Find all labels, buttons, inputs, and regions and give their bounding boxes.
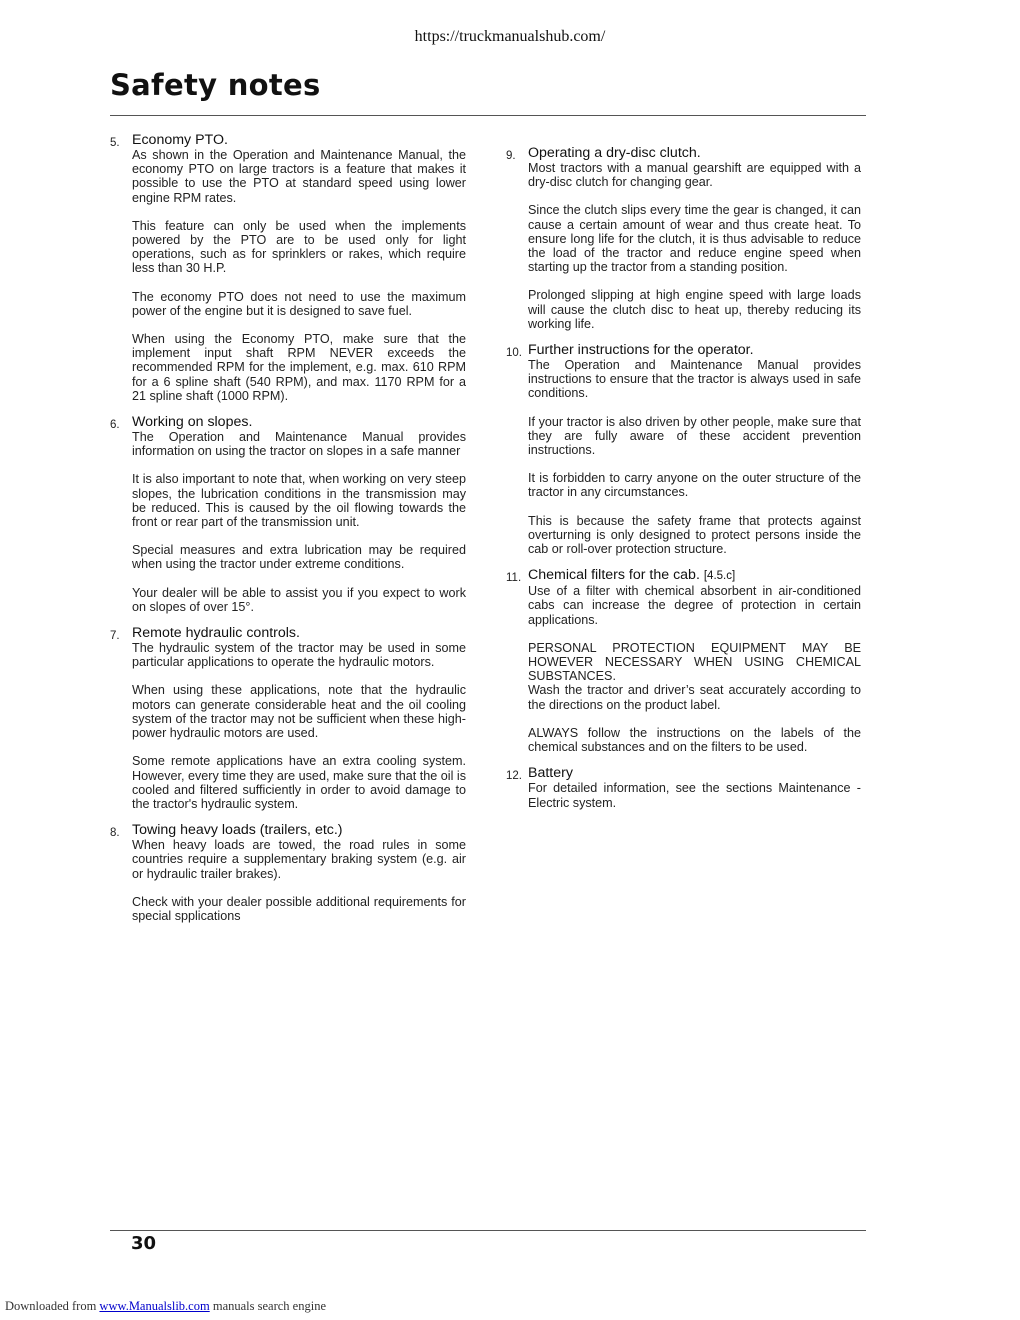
item-number: 12. — [506, 770, 522, 783]
item-paragraph: When using these applications, note that the hydraulic motors can generate considerable heat and the oil cooling system of the tractor may not be sufficient when these high-power hydraulic motors are used. — [132, 683, 466, 741]
item-heading: Towing heavy loads (trailers, etc.) — [132, 822, 343, 839]
item-paragraph: Most tractors with a manual gearshift are equipped with a dry-disc clutch for changing gear. — [528, 161, 861, 190]
item-paragraph: It is also important to note that, when working on very steep slopes, the lubrication conditions in the transmission may be reduced. This is caused by the oil flowing towards the front or rear part of the transmission unit. — [132, 472, 466, 530]
item-paragraph-warning: PERSONAL PROTECTION EQUIPMENT MAY BE HOWEVER NECESSARY WHEN USING CHEMICAL SUBSTANCES. — [528, 640, 861, 684]
item-paragraph: When heavy loads are towed, the road rules in some countries require a supplementary braking system (e.g. air or hydraulic trailer brakes). — [132, 838, 466, 881]
page-number: 30 — [131, 1233, 157, 1254]
safety-item-working-on-slopes — [110, 415, 466, 614]
download-footer — [5, 1299, 326, 1314]
item-heading-reference: [4.5.c] — [703, 570, 736, 583]
top-divider — [110, 115, 866, 116]
item-paragraph: Use of a filter with chemical absorbent in air-conditioned cabs can increase the degree of protection in certain applications. — [528, 584, 861, 627]
right-column — [506, 146, 861, 822]
item-heading: Working on slopes. — [132, 414, 253, 431]
safety-item-dry-disc-clutch — [506, 146, 861, 331]
safety-item-economy-pto — [110, 133, 466, 403]
item-paragraph: The hydraulic system of the tractor may be used in some particular applications to operate the hydraulic motors. — [132, 641, 466, 670]
item-number: 6. — [110, 419, 120, 432]
item-paragraph: Wash the tractor and driver’s seat accurately according to the directions on the product label. — [528, 683, 861, 712]
item-paragraph: When using the Economy PTO, make sure that the implement input shaft RPM NEVER exceeds the recommended RPM for the implement, e.g. max. 610 RPM for a 6 spline shaft (540 RPM), and max. 1170 RPM for a 21 spline shaft (1000 RPM). — [132, 332, 466, 403]
item-paragraph: The Operation and Maintenance Manual provides information on using the tractor on slopes in a safe manner — [132, 430, 466, 459]
item-paragraph: Your dealer will be able to assist you if you expect to work on slopes of over 15°. — [132, 585, 466, 614]
item-heading: Battery — [528, 765, 573, 782]
item-paragraph: Some remote applications have an extra cooling system. However, every time they are used, make sure that the oil is cooled and filtered sufficiently in order to avoid damage to the tractor's hydraulic system. — [132, 754, 466, 811]
item-paragraph: If your tractor is also driven by other people, make sure that they are fully aware of these accident prevention instructions. — [528, 414, 861, 458]
footer-suffix: manuals search engine — [212, 1299, 326, 1313]
item-number: 5. — [110, 137, 120, 149]
item-heading: Economy PTO. — [132, 132, 228, 148]
item-paragraph: Prolonged slipping at high engine speed with large loads will cause the clutch disc to heat up, thereby reducing its working life. — [528, 288, 861, 331]
item-paragraph: Since the clutch slips every time the gear is changed, it can cause a certain amount of wear and thus create heat. To ensure long life for the clutch, it is thus advisable to reduce the load of the tractor and reduce engine speed when starting up the tractor from a standing position. — [528, 203, 861, 275]
safety-item-battery — [506, 766, 861, 809]
item-heading-text: Chemical filters for the cab. — [528, 567, 700, 584]
item-paragraph: This is because the safety frame that protects against overturning is only designed to protect persons inside the cab or roll-over protection structure. — [528, 513, 861, 557]
item-paragraph: For detailed information, see the sections Maintenance - Electric system. — [528, 781, 861, 810]
left-column — [110, 133, 466, 935]
item-number: 7. — [110, 630, 120, 643]
bottom-divider — [110, 1230, 866, 1231]
item-paragraph: Special measures and extra lubrication may be required when using the tractor under extreme conditions. — [132, 543, 466, 572]
item-paragraph: The Operation and Maintenance Manual provides instructions to ensure that the tractor is always used in safe conditions. — [528, 358, 861, 401]
source-url: https://truckmanualshub.com/ — [414, 28, 606, 45]
item-paragraph: This feature can only be used when the implements powered by the PTO are to be used only for light operations, such as for sprinklers or rakes, which require less than 30 H.P. — [132, 218, 466, 276]
item-heading: Further instructions for the operator. — [528, 342, 754, 359]
page-title: Safety notes — [110, 68, 321, 102]
item-number: 9. — [506, 150, 516, 162]
item-heading — [528, 568, 861, 584]
item-heading: Operating a dry-disc clutch. — [528, 145, 701, 161]
safety-item-chemical-filters — [506, 568, 861, 754]
item-number: 8. — [110, 827, 120, 840]
item-number: 11. — [506, 572, 522, 585]
manualslib-link[interactable]: www.Manualslib.com — [99, 1299, 210, 1313]
safety-item-remote-hydraulic-controls — [110, 626, 466, 811]
safety-item-towing-heavy-loads — [110, 823, 466, 923]
item-paragraph: It is forbidden to carry anyone on the outer structure of the tractor in any circumstances. — [528, 471, 861, 500]
item-paragraph: As shown in the Operation and Maintenance Manual, the economy PTO on large tractors is a feature that makes it possible to use the PTO at standard speed using lower engine RPM rates. — [132, 148, 466, 205]
footer-prefix: Downloaded from — [5, 1299, 97, 1313]
item-paragraph: ALWAYS follow the instructions on the labels of the chemical substances and on the filters to be used. — [528, 725, 861, 755]
item-number: 10. — [506, 347, 522, 360]
item-heading: Remote hydraulic controls. — [132, 625, 300, 642]
item-paragraph: Check with your dealer possible additional requirements for special spplications — [132, 894, 466, 923]
item-paragraph: The economy PTO does not need to use the maximum power of the engine but it is designed to save fuel. — [132, 289, 466, 318]
safety-item-further-instructions — [506, 343, 861, 556]
